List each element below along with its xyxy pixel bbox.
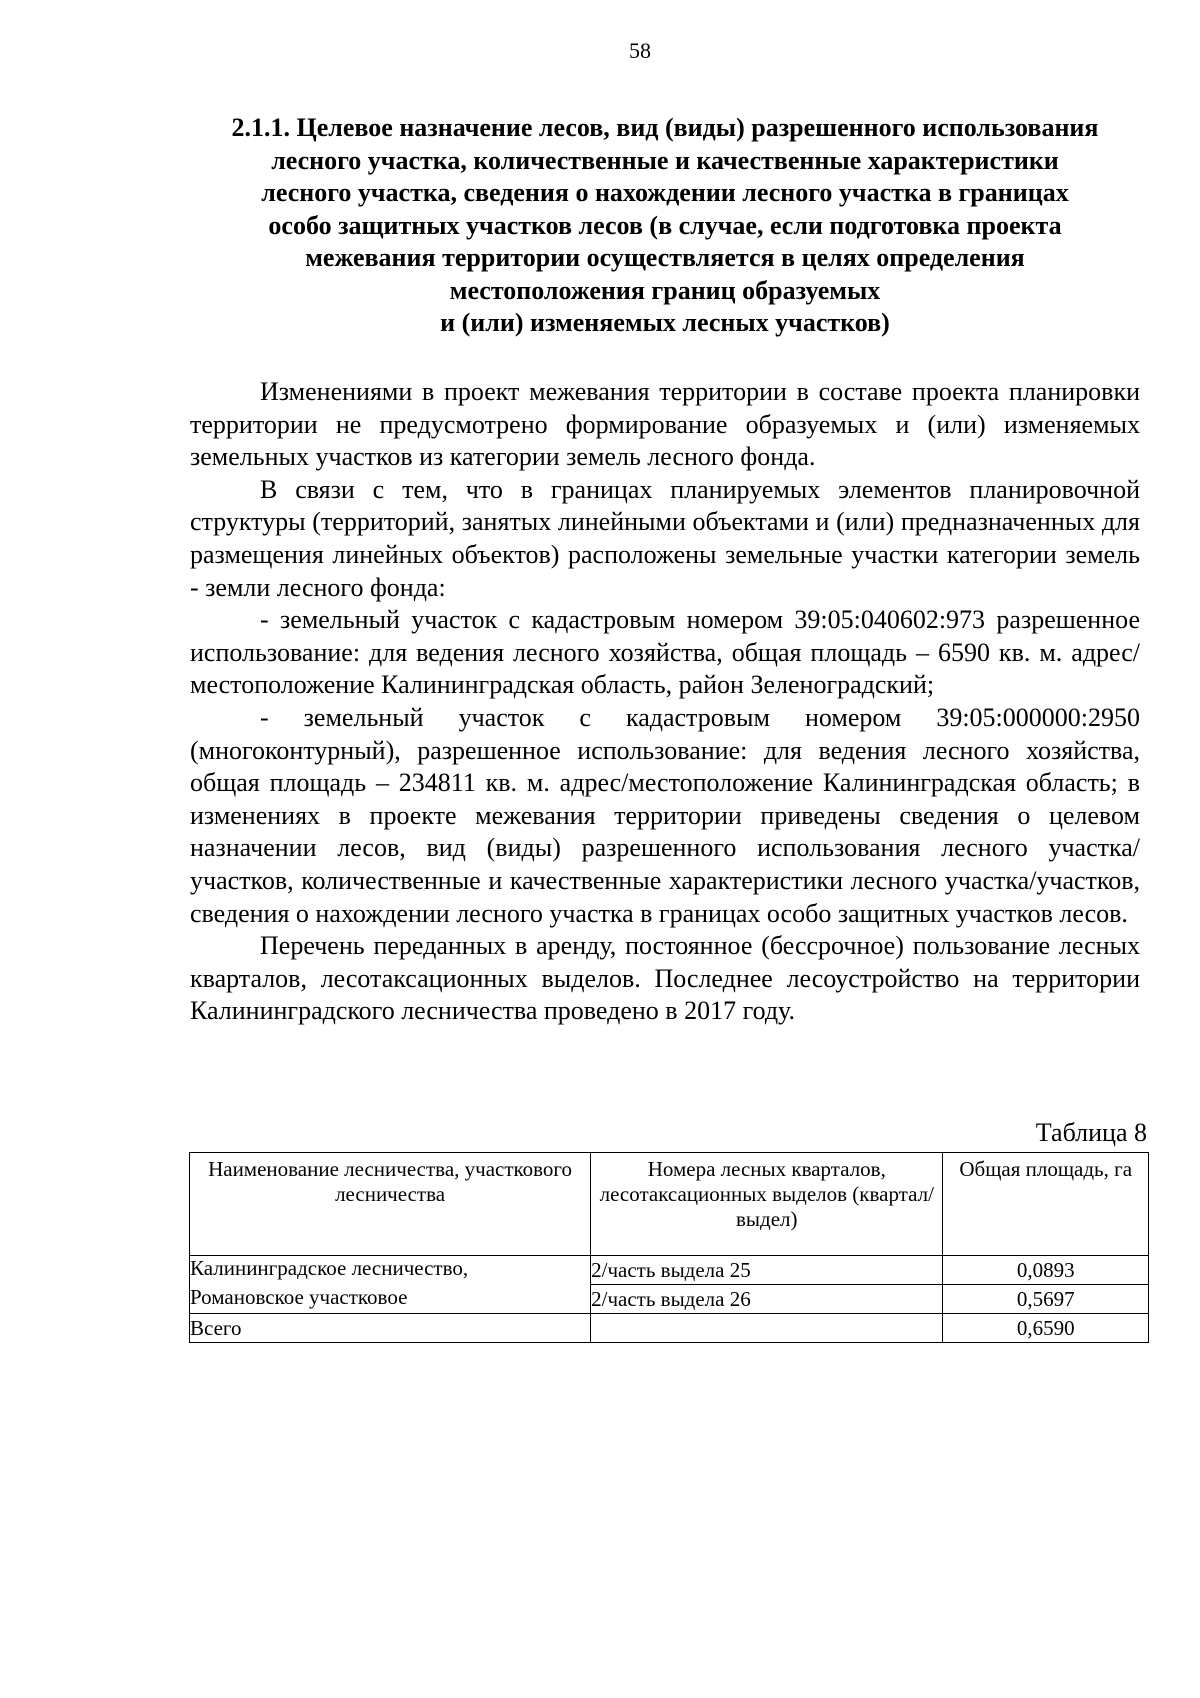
table-header-cell: Номера лесных кварталов, лесотаксационных выделов (квартал/выдел) <box>591 1153 943 1256</box>
page-number: 58 <box>629 38 651 63</box>
table-header-row <box>190 1153 1149 1256</box>
table-row <box>190 1285 1149 1314</box>
table-total-row <box>190 1314 1149 1343</box>
table-cell-name: Романовское участковое <box>190 1285 591 1314</box>
heading-line: 2.1.1. Целевое назначение лесов, вид (виды) разрешенного использования <box>231 113 1099 142</box>
table-cell-name: Калининградское лесничество, <box>190 1256 591 1285</box>
body-text <box>190 376 1140 1028</box>
table-cell-area: 0,0893 <box>943 1256 1149 1285</box>
table-cell-kv: 2/часть выдела 26 <box>591 1285 943 1314</box>
table-cell-kv: 2/часть выдела 25 <box>591 1256 943 1285</box>
paragraph: Изменениями в проект межевания территории в составе проекта планировки территории не предусмотрено формирование образуемых и (или) изменяемых земельных участков из категории земель лесного фонда. <box>190 377 1140 472</box>
table-caption: Таблица 8 <box>1035 1118 1147 1147</box>
table-cell-kv <box>591 1314 943 1343</box>
heading-line: особо защитных участков лесов (в случае, если подготовка проекта <box>268 210 1062 240</box>
section-heading <box>190 112 1140 340</box>
paragraph: В связи с тем, что в границах планируемых элементов планировочной структуры (территорий, занятых линейными объектами и (или) предназначенных для размещения линейных объектов) расположены земельные участки категории земель - земли лесного фонда: <box>190 474 1140 602</box>
paragraph: - земельный участок с кадастровым номером 39:05:000000:2950 (многоконтурный), разрешенное использование: для ведения лесного хозяйства, общая площадь – 234811 кв. м. адрес/местоположение Калининградская область; в изменениях в проекте межевания территории приведены сведения о целевом назначении лесов, вид (виды) разрешенного использования лесного участка/участков, количественные и качественные характеристики лесного участка/участков, сведения о нахождении лесного участка в границах особо защитных участков лесов. <box>190 702 1140 928</box>
paragraph: Перечень переданных в аренду, постоянное (бессрочное) пользование лесных кварталов, лесотаксационных выделов. Последнее лесоустройство на территории Калининградского лесничества проведено в 2017 году. <box>190 931 1140 1026</box>
table-cell-area: 0,6590 <box>943 1314 1149 1343</box>
table-header-cell: Наименование лесничества, участкового лесничества <box>190 1153 591 1256</box>
table-cell-area: 0,5697 <box>943 1285 1149 1314</box>
paragraph: - земельный участок с кадастровым номером 39:05:040602:973 разрешенное использование: для ведения лесного хозяйства, общая площадь – 6590 кв. м. адрес/местоположение Калининградская область, район Зеленоградский; <box>190 605 1140 700</box>
heading-line: местоположения границ образуемых <box>449 275 881 305</box>
table-cell-total-label: Всего <box>190 1314 591 1343</box>
heading-line: лесного участка, сведения о нахождении лесного участка в границах <box>261 178 1069 207</box>
heading-line: и (или) изменяемых лесных участков) <box>440 308 890 337</box>
table-header-cell: Общая площадь, га <box>943 1153 1149 1256</box>
table-row <box>190 1256 1149 1285</box>
heading-line: лесного участка, количественные и качественные характеристики <box>271 145 1059 175</box>
heading-line: межевания территории осуществляется в целях определения <box>305 243 1025 272</box>
forestry-table <box>189 1152 1149 1343</box>
